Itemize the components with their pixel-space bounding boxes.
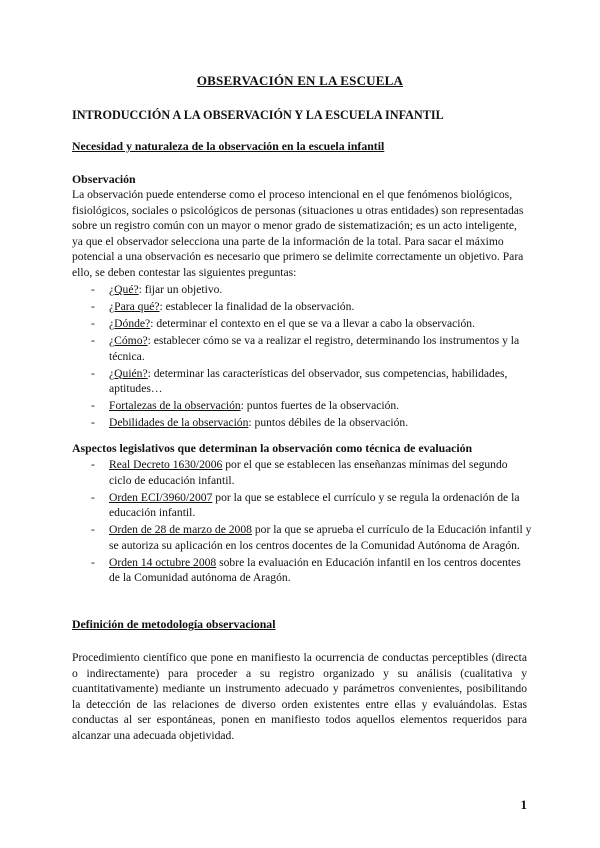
question-term: ¿Dónde? <box>109 316 151 330</box>
list-item <box>72 415 532 431</box>
question-term: Fortalezas de la observación <box>109 399 241 413</box>
question-term: Debilidades de la observación <box>109 416 249 430</box>
legislation-term: Orden ECI/3960/2007 <box>109 490 213 504</box>
legislation-text: sobre la evaluación en Educación infantil en los centros docentes de la Comunidad autónoma de Aragón. <box>109 555 521 585</box>
section-heading: INTRODUCCIÓN A LA OBSERVACIÓN Y LA ESCUELA INFANTIL <box>72 108 444 122</box>
subsection-heading-definicion: Definición de metodología observacional <box>72 617 276 631</box>
question-text: : establecer cómo se va a realizar el registro, determinando los instrumentos y la técnica. <box>109 333 520 363</box>
question-text: : puntos fuertes de la observación. <box>240 399 400 413</box>
question-term: ¿Quién? <box>109 366 148 380</box>
legislation-text: por la que se aprueba el currículo de la Educación infantil y se autoriza su aplicación en los centros docentes de la Comunidad Autónoma de Aragón. <box>109 523 532 552</box>
question-term: ¿Para qué? <box>109 299 160 313</box>
question-text: : fijar un objetivo. <box>138 283 223 296</box>
legislation-term: Orden 14 octubre 2008 <box>109 555 217 569</box>
legislation-text: por el que se establecen las enseñanzas mínimas del segundo ciclo de educación infantil. <box>109 458 508 487</box>
question-text: : determinar el contexto en el que se va a llevar a cabo la observación. <box>150 316 476 330</box>
list-item <box>72 522 532 553</box>
list-item <box>72 555 532 586</box>
question-text: : establecer la finalidad de la observación. <box>159 299 355 313</box>
aspectos-heading: Aspectos legislativos que determinan la observación como técnica de evaluación <box>72 441 473 455</box>
definicion-paragraph: Procedimiento científico que pone en manifiesto la ocurrencia de conductas perceptibles (directa o indirectamente) para proceder a su registro organizado y su análisis (cualitativa y cuantitativamente) mediante un instrumento adecuado y parámetros convenientes, posibilitando la detección de las relaciones de diverso orden existentes entre ellas y evaluándolas. Estas conductas al ser espontáneas, ponen en manifiesto todos aquellos elementos requeridos para alcanzar una adecuada objetividad. <box>72 651 527 742</box>
legislation-list <box>72 457 532 587</box>
document-title: OBSERVACIÓN EN LA ESCUELA <box>196 73 404 88</box>
page-number: 1 <box>520 797 527 812</box>
list-item <box>72 490 532 521</box>
question-text: : determinar las características del observador, sus competencias, habilidades, aptitudes… <box>109 366 508 396</box>
question-text: : puntos débiles de la observación. <box>248 416 409 430</box>
questions-list <box>72 282 532 432</box>
legislation-term: Real Decreto 1630/2006 <box>109 458 223 471</box>
legislation-term: Orden de 28 de marzo de 2008 <box>109 523 252 537</box>
question-term: ¿Qué? <box>109 283 139 296</box>
observacion-paragraph: La observación puede entenderse como el proceso intencional en el que fenómenos biológicos, fisiológicos, sociales o psicológicos de personas (situaciones u otras entidades) son representadas sobre un registro común con un mayor o menor grado de sistematización; es un acto inteligente, ya que el observador selecciona una parte de la información de la total. Para sacar el máximo potencial a una observación es necesario que primero se delimite correctamente un objetivo. Para ello, se deben contestar las siguientes preguntas: <box>72 188 524 279</box>
subsection-heading-necesidad: Necesidad y naturaleza de la observación en la escuela infantil <box>72 139 385 153</box>
list-item <box>72 398 532 414</box>
list-item <box>72 282 532 298</box>
legislation-text: por la que se establece el currículo y se regula la ordenación de la educación infantil. <box>109 490 520 520</box>
list-item <box>72 333 532 364</box>
list-item <box>72 299 532 315</box>
observacion-heading: Observación <box>72 172 136 186</box>
list-item <box>72 366 532 397</box>
list-item <box>72 316 532 332</box>
list-item <box>72 457 532 488</box>
question-term: ¿Cómo? <box>109 333 148 347</box>
